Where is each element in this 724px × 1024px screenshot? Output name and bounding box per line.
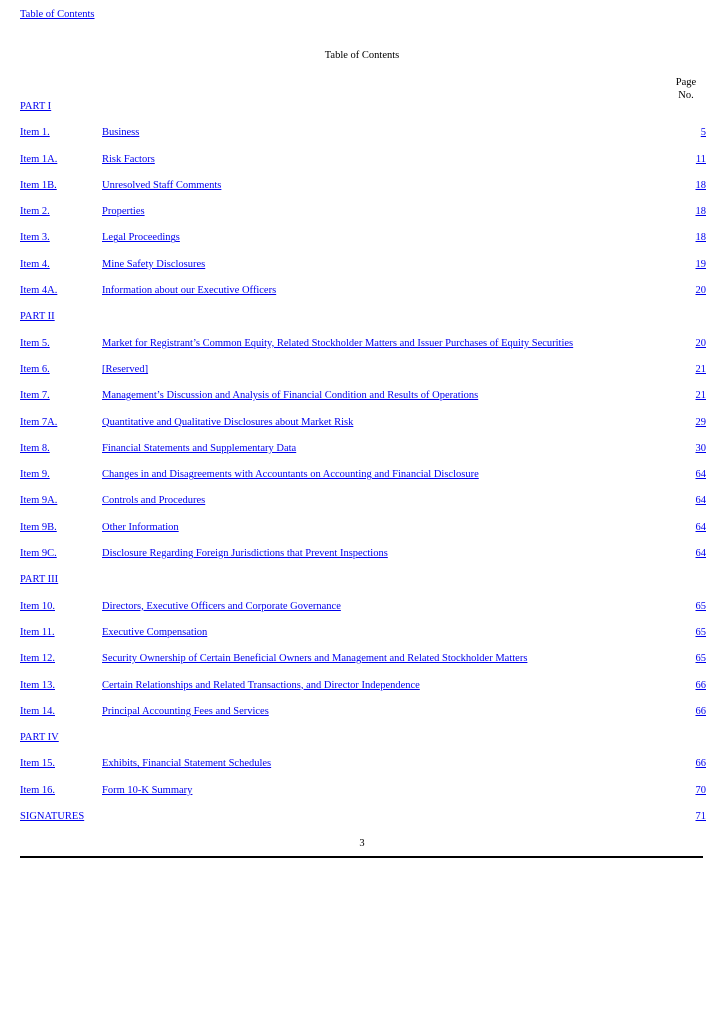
toc-row xyxy=(20,390,706,416)
page-number: 3 xyxy=(359,838,365,849)
toc-row xyxy=(20,495,706,521)
toc-page-link[interactable]: 65 xyxy=(695,626,706,638)
toc-part-row xyxy=(20,811,706,837)
toc-title-link[interactable]: Legal Proceedings xyxy=(102,232,180,244)
toc-row xyxy=(20,442,706,469)
toc-row xyxy=(20,653,706,679)
toc-title-link[interactable]: Risk Factors xyxy=(102,153,155,165)
toc-title-link[interactable]: Principal Accounting Fees and Services xyxy=(102,705,269,717)
toc-row xyxy=(20,600,706,627)
toc-page-link[interactable]: 64 xyxy=(695,548,706,560)
toc-item-link[interactable]: Item 9A. xyxy=(20,495,58,507)
toc-item-link[interactable]: Item 3. xyxy=(20,232,50,244)
toc-page-link[interactable]: 29 xyxy=(695,416,706,428)
toc-title-link[interactable]: Directors, Executive Officers and Corporate Governance xyxy=(102,600,341,612)
toc-row xyxy=(20,232,706,258)
toc-item-link[interactable]: Item 4A. xyxy=(20,285,58,297)
toc-title-link[interactable]: Business xyxy=(102,127,140,139)
toc-page-link[interactable]: 66 xyxy=(695,758,706,770)
toc-row xyxy=(20,285,706,311)
toc-page-link[interactable]: 64 xyxy=(695,495,706,507)
toc-title-link[interactable]: Mine Safety Disclosures xyxy=(102,258,206,270)
toc-item-link[interactable]: Item 11. xyxy=(20,626,55,638)
toc-item-link[interactable]: Item 16. xyxy=(20,784,55,796)
page-column-header-line1: Page xyxy=(675,77,697,88)
toc-item-link[interactable]: Item 15. xyxy=(20,758,55,770)
toc-row xyxy=(20,206,706,232)
toc-page-link[interactable]: 18 xyxy=(695,206,706,218)
toc-page-link[interactable]: 20 xyxy=(695,337,706,349)
toc-item-link[interactable]: Item 12. xyxy=(20,653,55,665)
toc-page-link[interactable]: 66 xyxy=(695,705,706,717)
toc-part-row xyxy=(20,101,703,127)
toc-page-link[interactable]: 21 xyxy=(695,390,706,402)
toc-row xyxy=(20,179,706,206)
toc-item-link[interactable]: Item 9B. xyxy=(20,521,57,533)
toc-part-link[interactable]: SIGNATURES xyxy=(20,811,85,823)
toc-part-row xyxy=(20,311,703,337)
toc-title-link[interactable]: Changes in and Disagreements with Accountants on Accounting and Financial Disclosure xyxy=(102,469,479,481)
toc-row xyxy=(20,416,706,443)
toc-item-link[interactable]: Item 7. xyxy=(20,390,50,402)
page-divider xyxy=(20,856,703,858)
toc-part-link[interactable]: PART II xyxy=(20,311,55,323)
toc-item-link[interactable]: Item 5. xyxy=(20,337,50,349)
toc-page-link[interactable]: 64 xyxy=(695,469,706,481)
toc-page-link[interactable]: 5 xyxy=(700,127,706,139)
toc-item-link[interactable]: Item 7A. xyxy=(20,416,58,428)
toc-row xyxy=(20,363,706,390)
toc-list xyxy=(20,101,706,837)
toc-row xyxy=(20,521,706,548)
toc-row xyxy=(20,705,706,732)
toc-title-link[interactable]: Properties xyxy=(102,206,145,218)
toc-row xyxy=(20,337,706,364)
toc-page-link[interactable]: 18 xyxy=(695,232,706,244)
toc-page-link[interactable]: 30 xyxy=(695,442,706,454)
toc-item-link[interactable]: Item 10. xyxy=(20,600,55,612)
toc-item-link[interactable]: Item 1. xyxy=(20,127,50,139)
toc-item-link[interactable]: Item 9. xyxy=(20,469,50,481)
toc-row xyxy=(20,626,706,653)
toc-part-link[interactable]: PART III xyxy=(20,574,59,586)
toc-row xyxy=(20,548,706,574)
toc-row xyxy=(20,127,706,153)
page-column-header xyxy=(640,76,724,102)
toc-part-row xyxy=(20,574,703,600)
toc-row xyxy=(20,758,706,784)
toc-title-link[interactable]: Financial Statements and Supplementary Data xyxy=(102,442,297,454)
toc-title-link[interactable]: Management’s Discussion and Analysis of Financial Condition and Results of Operations xyxy=(102,390,479,402)
toc-title-link[interactable]: Exhibits, Financial Statement Schedules xyxy=(102,758,272,770)
toc-item-link[interactable]: Item 4. xyxy=(20,258,50,270)
toc-page-link[interactable]: 20 xyxy=(695,285,706,297)
toc-item-link[interactable]: Item 6. xyxy=(20,363,50,375)
toc-title-link[interactable]: Certain Relationships and Related Transactions, and Director Independence xyxy=(102,679,420,691)
toc-item-link[interactable]: Item 1A. xyxy=(20,153,58,165)
toc-page-link[interactable]: 65 xyxy=(695,653,706,665)
toc-title-link[interactable]: Information about our Executive Officers xyxy=(102,285,277,297)
table-of-contents-link[interactable]: Table of Contents xyxy=(20,9,95,20)
toc-page-link[interactable]: 66 xyxy=(695,679,706,691)
toc-part-row xyxy=(20,732,703,758)
toc-item-link[interactable]: Item 9C. xyxy=(20,548,57,560)
toc-part-link[interactable]: PART IV xyxy=(20,732,59,744)
toc-page-link[interactable]: 65 xyxy=(695,600,706,612)
toc-page-link[interactable]: 70 xyxy=(695,784,706,796)
toc-part-link[interactable]: PART I xyxy=(20,101,52,112)
toc-page-link[interactable]: 11 xyxy=(695,153,706,165)
toc-row xyxy=(20,469,706,495)
toc-title-link[interactable]: Quantitative and Qualitative Disclosures about Market Risk xyxy=(102,416,354,428)
toc-row xyxy=(20,784,706,811)
toc-page-link[interactable]: 21 xyxy=(695,363,706,375)
page-title: Table of Contents xyxy=(324,50,400,61)
toc-item-link[interactable]: Item 2. xyxy=(20,206,50,218)
toc-title-link[interactable]: Disclosure Regarding Foreign Jurisdictions that Prevent Inspections xyxy=(102,548,388,560)
toc-row xyxy=(20,258,706,285)
toc-page-link[interactable]: 19 xyxy=(695,258,706,270)
toc-item-link[interactable]: Item 8. xyxy=(20,442,50,454)
toc-row xyxy=(20,153,706,180)
toc-page-link[interactable]: 18 xyxy=(695,179,706,191)
page-column-header-line2: No. xyxy=(678,90,694,101)
toc-page-link[interactable]: 71 xyxy=(695,811,706,823)
toc-item-link[interactable]: Item 1B. xyxy=(20,179,57,191)
toc-title-link[interactable]: Controls and Procedures xyxy=(102,495,206,507)
toc-title-link[interactable]: [Reserved] xyxy=(102,363,149,375)
toc-item-link[interactable]: Item 14. xyxy=(20,705,55,717)
toc-item-link[interactable]: Item 13. xyxy=(20,679,55,691)
toc-page-link[interactable]: 64 xyxy=(695,521,706,533)
toc-title-link[interactable]: Security Ownership of Certain Beneficial Owners and Management and Related Stockholder Matters xyxy=(102,653,528,665)
toc-title-link[interactable]: Other Information xyxy=(102,521,179,533)
toc-title-link[interactable]: Form 10-K Summary xyxy=(102,784,193,796)
toc-row xyxy=(20,679,706,706)
toc-title-link[interactable]: Unresolved Staff Comments xyxy=(102,179,222,191)
toc-title-link[interactable]: Market for Registrant’s Common Equity, Related Stockholder Matters and Issuer Purchases of Equity Securities xyxy=(102,337,574,349)
toc-title-link[interactable]: Executive Compensation xyxy=(102,626,208,638)
